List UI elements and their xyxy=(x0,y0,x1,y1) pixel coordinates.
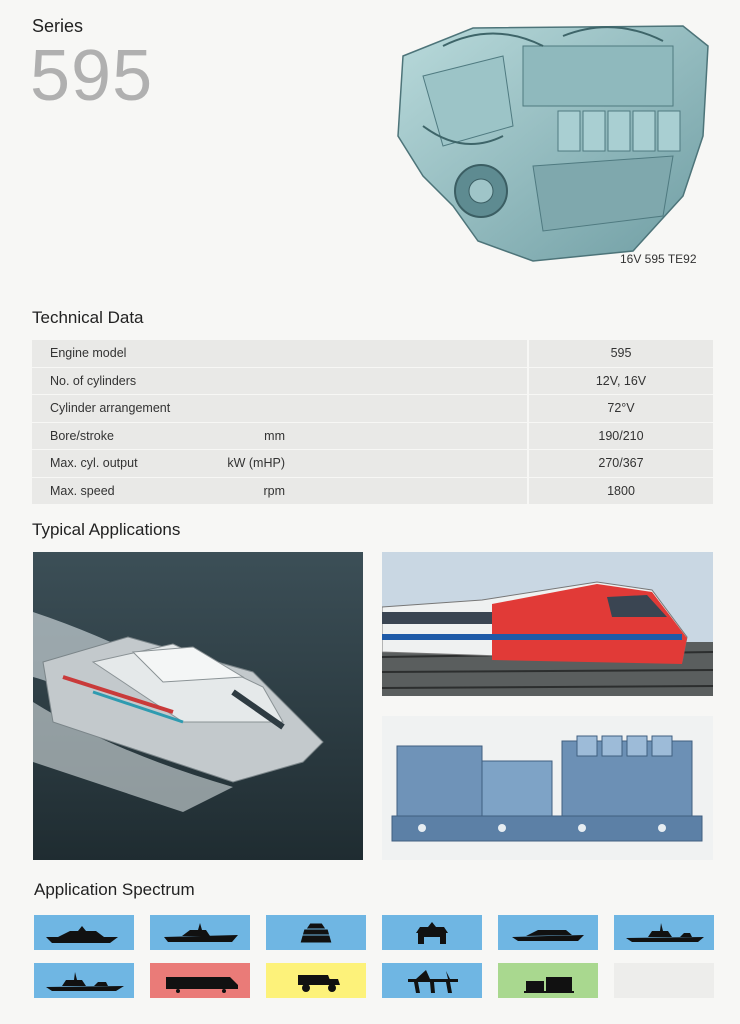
spec-unit: kW (mHP) xyxy=(190,450,527,478)
technical-data-title: Technical Data xyxy=(32,308,144,327)
frigate-icon xyxy=(618,919,710,947)
table-row xyxy=(32,340,713,368)
spec-unit xyxy=(190,368,527,396)
spec-unit xyxy=(190,340,527,368)
spec-value: 72°V xyxy=(527,395,713,423)
application-tile xyxy=(498,915,598,950)
spec-unit: mm xyxy=(190,423,527,451)
series-number: 595 xyxy=(30,36,154,116)
table-row xyxy=(32,478,713,506)
application-tile xyxy=(34,963,134,998)
table-row xyxy=(32,395,713,423)
engine-caption: 16V 595 TE92 xyxy=(620,252,697,266)
application-tile xyxy=(614,963,714,998)
spec-value: 1800 xyxy=(527,478,713,506)
table-row xyxy=(32,423,713,451)
spec-label: Cylinder arrangement xyxy=(32,395,190,423)
series-label: Series xyxy=(32,16,84,36)
fast-ferry-icon xyxy=(502,919,594,947)
table-row xyxy=(32,450,713,478)
oil-platform-icon xyxy=(386,967,478,995)
application-tile xyxy=(498,963,598,998)
application-tile xyxy=(382,963,482,998)
spec-unit: rpm xyxy=(190,478,527,506)
yacht-icon xyxy=(38,919,130,947)
application-tile xyxy=(150,963,250,998)
typical-applications-title: Typical Applications xyxy=(32,520,181,539)
technical-data-table xyxy=(32,340,713,505)
application-tile xyxy=(614,915,714,950)
table-row xyxy=(32,368,713,396)
application-tile xyxy=(266,963,366,998)
generator-set-icon xyxy=(502,967,594,995)
locomotive-icon xyxy=(154,967,246,995)
engine-image xyxy=(383,16,718,268)
spec-unit xyxy=(190,395,527,423)
fast-ferry-photo xyxy=(33,552,363,860)
high-speed-train-photo xyxy=(382,552,713,696)
application-tile xyxy=(382,915,482,950)
corvette-icon xyxy=(38,967,130,995)
generator-set-photo xyxy=(382,716,713,860)
dump-truck-icon xyxy=(270,967,362,995)
application-tile xyxy=(34,915,134,950)
patrol-boat-icon xyxy=(154,919,246,947)
application-spectrum-title: Application Spectrum xyxy=(34,880,195,899)
spec-value: 12V, 16V xyxy=(527,368,713,396)
spec-label: No. of cylinders xyxy=(32,368,190,396)
spec-value: 270/367 xyxy=(527,450,713,478)
spec-label: Engine model xyxy=(32,340,190,368)
ferry-front-icon xyxy=(270,919,362,947)
spec-value: 190/210 xyxy=(527,423,713,451)
application-tile xyxy=(266,915,366,950)
application-tile xyxy=(150,915,250,950)
spec-label: Max. speed xyxy=(32,478,190,506)
spec-label: Bore/stroke xyxy=(32,423,190,451)
spec-value: 595 xyxy=(527,340,713,368)
spec-label: Max. cyl. output xyxy=(32,450,190,478)
catamaran-front-icon xyxy=(386,919,478,947)
